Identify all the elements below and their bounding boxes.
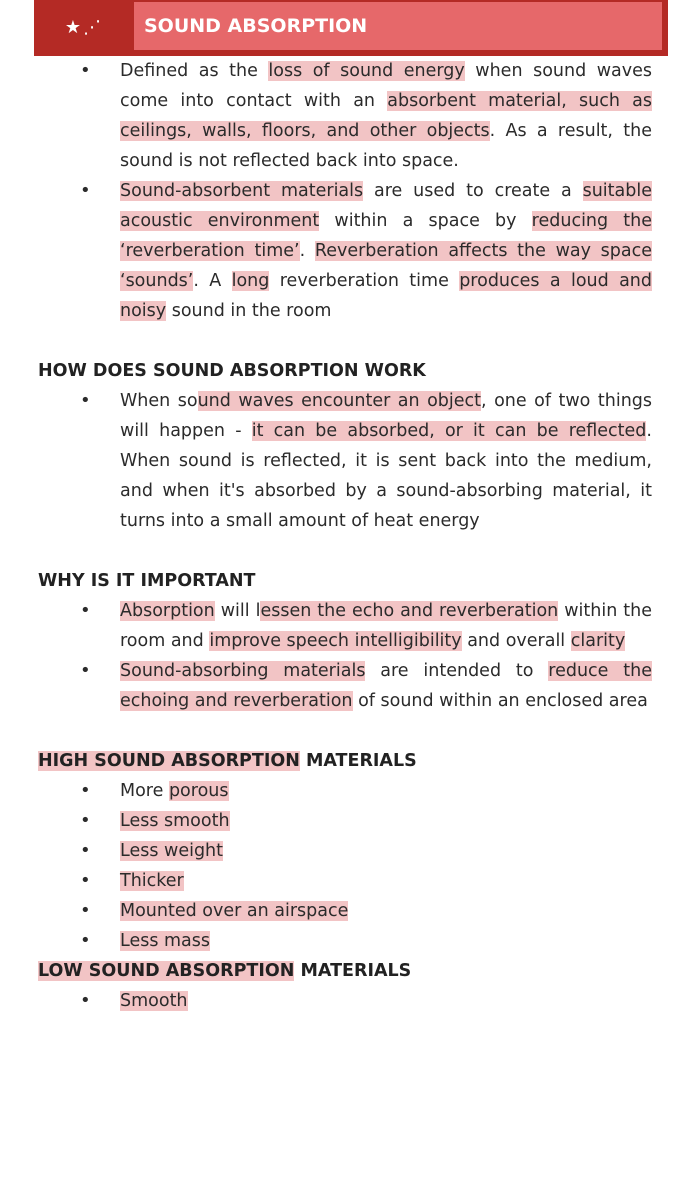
highlighted-text: Sound-absorbent materials xyxy=(120,181,364,201)
highlighted-text: absorbent material, such as ceilings, walls, floors, and other objects xyxy=(120,91,652,141)
low-heading xyxy=(0,956,696,986)
highlighted-text: HIGH SOUND ABSORPTION xyxy=(38,751,300,771)
why-list xyxy=(0,596,696,716)
list-item xyxy=(0,806,652,836)
list-item xyxy=(0,836,652,866)
section-header xyxy=(34,0,668,56)
high-heading xyxy=(0,746,696,776)
text-run: . When sound is reflected, it is sent back into the medium, and when it's absorbed by a sound-absorbing material, it turns into a small amount of heat energy xyxy=(120,421,652,531)
text-run: . As a result, the sound is not reflected back into space. xyxy=(120,121,652,171)
text-run: within the room and xyxy=(120,601,652,651)
text-run: MATERIALS xyxy=(299,751,417,771)
text-run: , one of two things will happen - xyxy=(120,391,653,441)
text-run: . A xyxy=(193,271,232,291)
highlighted-text: long xyxy=(231,271,270,291)
highlighted-text: Smooth xyxy=(120,991,188,1011)
highlighted-text: reduce the echoing and reverberation xyxy=(120,661,652,711)
highlighted-text: LOW SOUND ABSORPTION xyxy=(38,961,295,981)
text-run: MATERIALS xyxy=(294,961,412,981)
highlighted-text: essen the echo and reverberation xyxy=(260,601,559,621)
highlighted-text: porous xyxy=(168,781,229,801)
list-item xyxy=(0,56,652,176)
highlighted-text: Absorption xyxy=(120,601,215,621)
highlighted-text: produces a loud and noisy xyxy=(120,271,653,321)
text-run: of sound within an enclosed area xyxy=(352,691,648,711)
highlighted-text: Less mass xyxy=(120,931,211,951)
list-item xyxy=(0,386,652,536)
list-item xyxy=(0,866,652,896)
text-run: When so xyxy=(120,391,198,411)
low-list xyxy=(0,986,696,1016)
text-run: are intended to xyxy=(365,661,549,681)
list-item xyxy=(0,896,652,926)
header-title-box xyxy=(134,2,662,50)
highlighted-text: reducing the ‘reverberation time’ xyxy=(120,211,653,261)
list-item xyxy=(0,656,652,716)
intro-list xyxy=(0,56,696,326)
highlighted-text: improve speech intelligibility xyxy=(209,631,462,651)
text-run: . xyxy=(299,241,315,261)
how-heading xyxy=(0,356,696,386)
text-run: sound in the room xyxy=(166,301,332,321)
text-run: Defined as the xyxy=(120,61,269,81)
highlighted-text: loss of sound energy xyxy=(268,61,465,81)
why-heading xyxy=(0,566,696,596)
highlighted-text: Thicker xyxy=(120,871,184,891)
list-item xyxy=(0,176,652,326)
highlighted-text: Less smooth xyxy=(120,811,230,831)
highlighted-text: Mounted over an airspace xyxy=(120,901,349,921)
text-run: will l xyxy=(214,601,261,621)
how-list xyxy=(0,386,696,536)
high-list xyxy=(0,776,696,956)
section-title: SOUND ABSORPTION xyxy=(144,15,368,37)
list-item xyxy=(0,926,652,956)
highlighted-text: it can be absorbed, or it can be reflected xyxy=(251,421,647,441)
highlighted-text: Reverberation affects the way space ‘sounds’ xyxy=(120,241,652,291)
list-item xyxy=(0,596,652,656)
document-body xyxy=(0,56,696,1016)
text-run: WHY IS IT IMPORTANT xyxy=(38,571,256,591)
text-run: reverberation time xyxy=(269,271,460,291)
text-run: HOW DOES SOUND ABSORPTION WORK xyxy=(38,361,426,381)
highlighted-text: und waves encounter an object xyxy=(197,391,482,411)
list-item xyxy=(0,776,652,806)
text-run: and overall xyxy=(461,631,571,651)
highlighted-text: Sound-absorbing materials xyxy=(120,661,366,681)
text-run: when sound waves come into contact with an xyxy=(120,61,652,111)
sparkle-icon: ★⋰ xyxy=(64,17,104,38)
highlighted-text: suitable acoustic environment xyxy=(120,181,652,231)
text-run: More xyxy=(120,781,169,801)
list-item xyxy=(0,986,652,1016)
highlighted-text: Less weight xyxy=(120,841,224,861)
text-run: are used to create a xyxy=(363,181,583,201)
highlighted-text: clarity xyxy=(570,631,626,651)
text-run: within a space by xyxy=(319,211,532,231)
